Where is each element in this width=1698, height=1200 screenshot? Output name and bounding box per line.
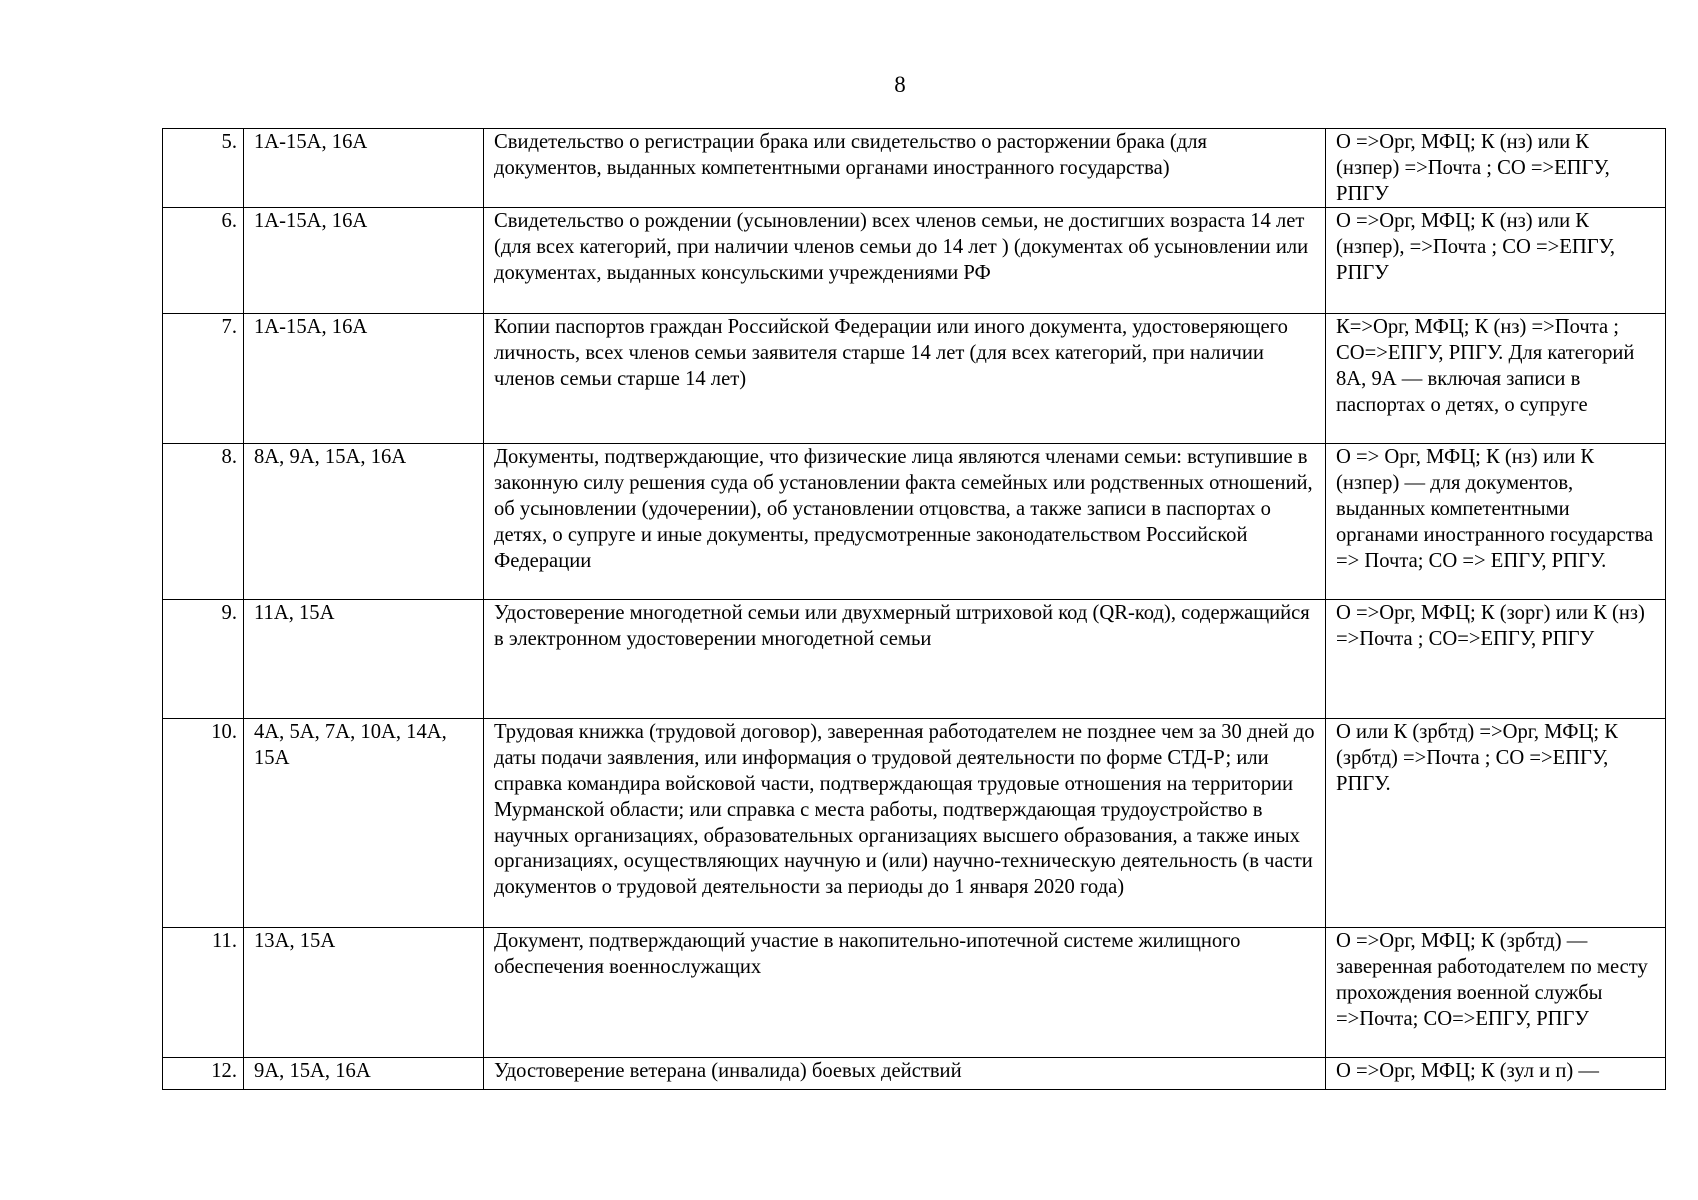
row-number: 6. bbox=[163, 208, 244, 314]
row-categories: 1А-15А, 16А bbox=[244, 314, 484, 444]
row-categories: 8А, 9А, 15А, 16А bbox=[244, 444, 484, 600]
table-row bbox=[163, 444, 1666, 600]
row-categories: 9А, 15А, 16А bbox=[244, 1058, 484, 1090]
table-row bbox=[163, 129, 1666, 208]
row-document: Удостоверение ветерана (инвалида) боевых действий bbox=[484, 1058, 1326, 1090]
row-method: О =>Орг, МФЦ; К (нз) или К (нзпер) =>Почта ; СО =>ЕПГУ, РПГУ bbox=[1326, 129, 1666, 208]
page-number: 8 bbox=[894, 72, 906, 97]
row-number: 12. bbox=[163, 1058, 244, 1090]
row-number: 5. bbox=[163, 129, 244, 208]
row-number: 9. bbox=[163, 600, 244, 719]
table-row bbox=[163, 600, 1666, 719]
row-method: О =>Орг, МФЦ; К (нз) или К (нзпер), =>Почта ; СО =>ЕПГУ, РПГУ bbox=[1326, 208, 1666, 314]
row-categories: 1А-15А, 16А bbox=[244, 129, 484, 208]
row-method: О =>Орг, МФЦ; К (зорг) или К (нз) =>Почта ; СО=>ЕПГУ, РПГУ bbox=[1326, 600, 1666, 719]
row-method: О или К (зрбтд) =>Орг, МФЦ; К (зрбтд) =>Почта ; СО =>ЕПГУ, РПГУ. bbox=[1326, 719, 1666, 928]
row-document: Свидетельство о рождении (усыновлении) всех членов семьи, не достигших возраста 14 лет (для всех категорий, при наличии членов семьи до 14 лет ) (документах об усыновлении или документах, выданных консульскими учреждениями РФ bbox=[484, 208, 1326, 314]
row-method: О =>Орг, МФЦ; К (зул и п) — bbox=[1326, 1058, 1666, 1090]
table-row bbox=[163, 208, 1666, 314]
row-categories: 13А, 15А bbox=[244, 928, 484, 1058]
row-method: К=>Орг, МФЦ; К (нз) =>Почта ; СО=>ЕПГУ, РПГУ. Для категорий 8А, 9А — включая записи в паспортах о детях, о супруге bbox=[1326, 314, 1666, 444]
row-categories: 1А-15А, 16А bbox=[244, 208, 484, 314]
row-number: 7. bbox=[163, 314, 244, 444]
row-number: 11. bbox=[163, 928, 244, 1058]
documents-table bbox=[162, 128, 1666, 1090]
row-categories: 4А, 5А, 7А, 10А, 14А, 15А bbox=[244, 719, 484, 928]
row-document: Удостоверение многодетной семьи или двухмерный штриховой код (QR-код), содержащийся в электронном удостоверении многодетной семьи bbox=[484, 600, 1326, 719]
row-categories: 11А, 15А bbox=[244, 600, 484, 719]
row-document: Документ, подтверждающий участие в накопительно-ипотечной системе жилищного обеспечения военнослужащих bbox=[484, 928, 1326, 1058]
table-row bbox=[163, 1058, 1666, 1090]
row-number: 10. bbox=[163, 719, 244, 928]
row-number: 8. bbox=[163, 444, 244, 600]
row-method: О =>Орг, МФЦ; К (зрбтд) — заверенная работодателем по месту прохождения военной службы =>Почта; СО=>ЕПГУ, РПГУ bbox=[1326, 928, 1666, 1058]
row-document: Копии паспортов граждан Российской Федерации или иного документа, удостоверяющего личность, всех членов семьи заявителя старше 14 лет (для всех категорий, при наличии членов семьи старше 14 лет) bbox=[484, 314, 1326, 444]
row-document: Трудовая книжка (трудовой договор), заверенная работодателем не позднее чем за 30 дней до даты подачи заявления, или информация о трудовой деятельности по форме СТД-Р; или справка командира войсковой части, подтверждающая трудовые отношения на территории Мурманской области; или справка с места работы, подтверждающая трудоустройство в научных организациях, образовательных организациях высшего образования, а также иных организациях, осуществляющих научную и (или) научно-техническую деятельность (в части документов о трудовой деятельности за периоды до 1 января 2020 года) bbox=[484, 719, 1326, 928]
table-row bbox=[163, 719, 1666, 928]
row-method: О => Орг, МФЦ; К (нз) или К (нзпер) — для документов, выданных компетентными органами иностранного государства => Почта; СО => ЕПГУ, РПГУ. bbox=[1326, 444, 1666, 600]
table-row bbox=[163, 314, 1666, 444]
table-row bbox=[163, 928, 1666, 1058]
row-document: Свидетельство о регистрации брака или свидетельство о расторжении брака (для документов, выданных компетентными органами иностранного государства) bbox=[484, 129, 1326, 208]
row-document: Документы, подтверждающие, что физические лица являются членами семьи: вступившие в законную силу решения суда об установлении факта семейных или родственных отношений, об усыновлении (удочерении), об установлении отцовства, а также записи в паспортах о детях, о супруге и иные документы, предусмотренные законодательством Российской Федерации bbox=[484, 444, 1326, 600]
